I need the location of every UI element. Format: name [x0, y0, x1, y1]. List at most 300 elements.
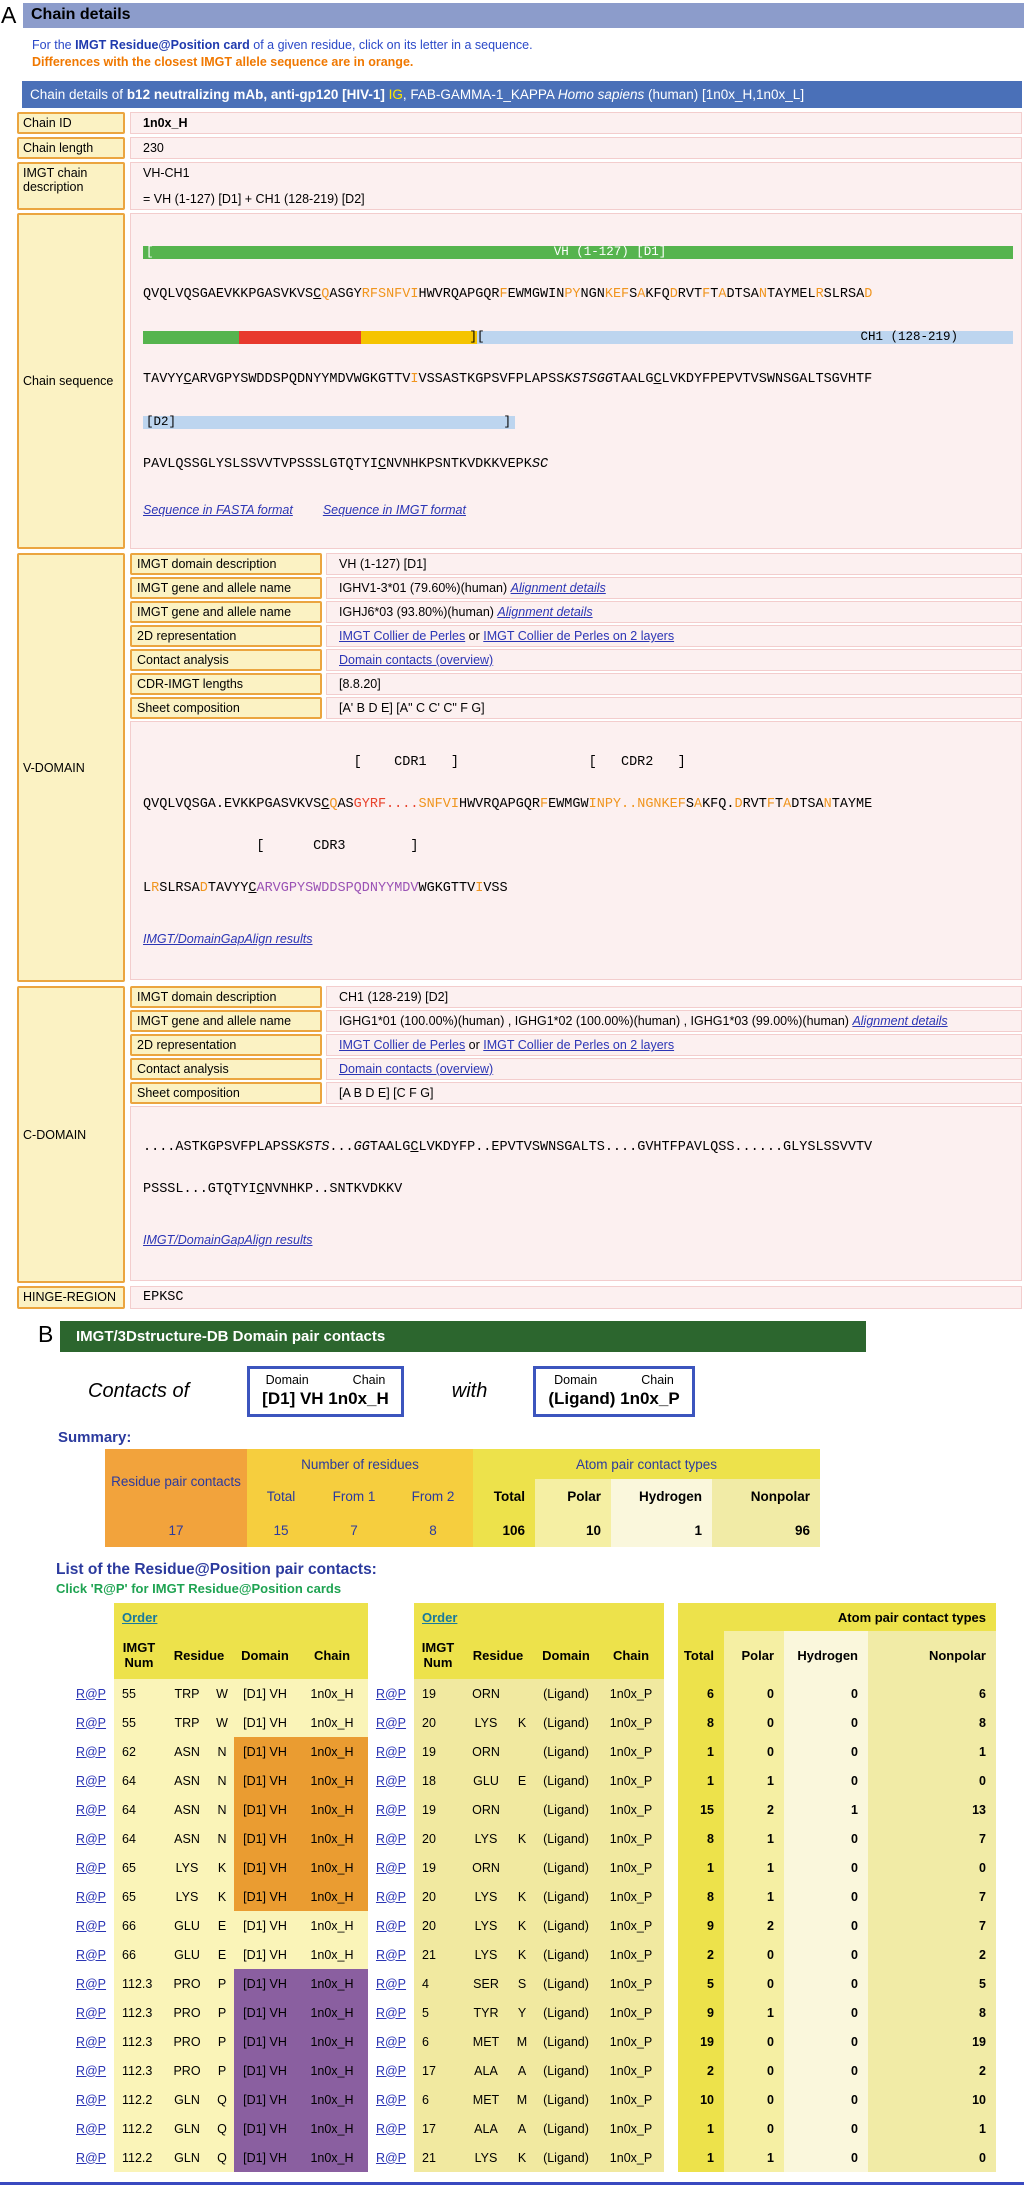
sequence-segment[interactable]: C — [377, 457, 387, 472]
chain-cell: 1n0x_H — [296, 1708, 368, 1737]
d2-bar-label: [D2] — [146, 415, 177, 429]
sequence-segment[interactable]: C — [653, 372, 662, 387]
rap-link[interactable]: R@P — [375, 1773, 407, 1788]
sequence-segment[interactable]: GG — [353, 1140, 370, 1155]
chain-cell-2: 1n0x_P — [598, 1795, 664, 1824]
v-domain-rows — [130, 553, 1022, 719]
sequence-segment[interactable]: GYRF.... — [353, 797, 419, 812]
chain-cell: 1n0x_H — [296, 1911, 368, 1940]
chain-cell-2: 1n0x_P — [598, 2143, 664, 2172]
sequence-segment[interactable]: INPY..NGNKEF — [588, 797, 686, 812]
sequence-segment[interactable]: VSS — [483, 881, 508, 896]
rap-link[interactable]: R@P — [75, 2005, 107, 2020]
c-domain-label: C-DOMAIN — [17, 986, 125, 1283]
summary-residue-pair-header: Residue pair contacts — [105, 1449, 247, 1513]
sequence-segment[interactable]: NVNHKP..SNTKVDKKV — [264, 1182, 403, 1197]
rap-cell — [68, 2085, 114, 2114]
sequence-segment[interactable]: ... — [329, 1140, 354, 1155]
sequence-segment[interactable]: TAYMEL — [766, 287, 816, 302]
rap-cell — [368, 1679, 414, 1708]
sequence-segment[interactable]: C — [248, 881, 257, 896]
v-domain-text: or — [465, 629, 484, 643]
atom-polar-cell: 0 — [724, 1708, 784, 1737]
residue-code-cell: Q — [210, 2085, 234, 2114]
v-domain-link[interactable]: IMGT Collier de Perles — [339, 629, 466, 643]
atom-total-cell: 2 — [678, 2056, 724, 2085]
rap-link[interactable]: R@P — [375, 2005, 407, 2020]
c-domain-link[interactable]: Alignment details — [852, 1014, 948, 1028]
ch1-open-bracket: [ — [477, 330, 485, 344]
residue-code-cell-2 — [510, 1795, 534, 1824]
summary-col-from1: From 1 — [315, 1479, 393, 1513]
rap-cell — [368, 1853, 414, 1882]
sequence-segment[interactable]: ARVGPYSWDDSPQDNYYMDV — [256, 881, 419, 896]
sequence-segment[interactable]: R — [815, 287, 824, 302]
residue-code-cell: N — [210, 1795, 234, 1824]
chain-id-row — [17, 112, 1022, 134]
summary-col-from2: From 2 — [393, 1479, 473, 1513]
sequence-segment[interactable]: EWMGWIN — [507, 287, 565, 302]
sequence-segment[interactable]: F — [499, 287, 508, 302]
rap-link[interactable]: R@P — [375, 1831, 407, 1846]
atom-total-cell: 9 — [678, 1911, 724, 1940]
v-domain-gapalign-link[interactable]: IMGT/DomainGapAlign results — [143, 932, 313, 946]
c-domain-text: [A B D E] [C F G] — [339, 1086, 434, 1100]
sequence-segment[interactable]: KEF — [604, 287, 630, 302]
instructions — [32, 37, 1024, 71]
rap-cell — [368, 1824, 414, 1853]
rap-cell — [68, 1737, 114, 1766]
sequence-segment[interactable]: C — [321, 797, 330, 812]
c-domain-row-label: Sheet composition — [130, 1082, 322, 1104]
residue-cell: ASN — [164, 1824, 210, 1853]
rap-link[interactable]: R@P — [75, 1802, 107, 1817]
sequence-segment[interactable]: R — [151, 881, 160, 896]
sequence-segment[interactable]: VSSASTKGPSVFPLAPSS — [418, 372, 565, 387]
sequence-segment[interactable]: DTSA — [791, 797, 824, 812]
domain1-chain-header: Chain — [352, 1373, 386, 1387]
sequence-segment[interactable]: D — [734, 797, 743, 812]
atom-total-cell: 9 — [678, 1998, 724, 2027]
domain-cell: [D1] VH — [234, 1679, 296, 1708]
v-domain-link[interactable]: Domain contacts (overview) — [339, 653, 494, 667]
rap-link[interactable]: R@P — [75, 1773, 107, 1788]
rap-link[interactable]: R@P — [75, 1686, 107, 1701]
sequence-segment[interactable]: S — [629, 287, 638, 302]
fasta-format-link[interactable]: Sequence in FASTA format — [143, 503, 293, 517]
chain-cell: 1n0x_H — [296, 1824, 368, 1853]
residue-cell: PRO — [164, 1969, 210, 1998]
rap-link[interactable]: R@P — [75, 1860, 107, 1875]
residue-code-cell: W — [210, 1708, 234, 1737]
panel-a-title: Chain details — [23, 3, 1024, 28]
sequence-segment[interactable]: PY — [564, 287, 581, 302]
residue-code-cell: P — [210, 1998, 234, 2027]
residue-code-cell-2: Y — [510, 1998, 534, 2027]
contact-row — [68, 2056, 996, 2085]
sequence-segment[interactable]: HWVRQAPGQR — [418, 287, 500, 302]
c-domain-link[interactable]: Domain contacts (overview) — [339, 1062, 494, 1076]
rap-link[interactable]: R@P — [75, 2121, 107, 2136]
spacer-cell — [664, 1969, 678, 1998]
sequence-segment[interactable]: S — [685, 797, 694, 812]
contact-row — [68, 1708, 996, 1737]
rap-link[interactable]: R@P — [375, 2063, 407, 2078]
residue-cell-2: ORN — [462, 1679, 510, 1708]
imgt-num-cell-2: 20 — [414, 1708, 462, 1737]
panel-a — [0, 3, 1024, 1309]
imgt-num-cell: 64 — [114, 1795, 164, 1824]
imgt-num-cell-2: 6 — [414, 2085, 462, 2114]
rap-link[interactable]: R@P — [75, 1744, 107, 1759]
sequence-segment[interactable]: HWVRQAPGQR — [458, 797, 540, 812]
sequence-segment[interactable]: KFQ. — [702, 797, 735, 812]
v-domain-row-label: IMGT gene and allele name — [130, 577, 322, 599]
chain-sequence-row — [17, 213, 1022, 549]
order-link-left[interactable]: Order — [122, 1609, 158, 1625]
rap-link[interactable]: R@P — [75, 2034, 107, 2049]
v-domain-row-value — [326, 673, 1022, 695]
sequence-segment[interactable]: TAALG — [612, 372, 654, 387]
sequence-segment[interactable]: C — [256, 1182, 265, 1197]
atom-polar-cell: 0 — [724, 2114, 784, 2143]
residue-cell-2: SER — [462, 1969, 510, 1998]
col-header-domain-right: Domain — [534, 1631, 598, 1679]
summary-atom-total-value: 106 — [473, 1513, 535, 1547]
atom-polar-cell: 1 — [724, 1998, 784, 2027]
order-link-right[interactable]: Order — [422, 1609, 458, 1625]
atom-polar-cell: 2 — [724, 1795, 784, 1824]
atom-hydrogen-cell: 0 — [784, 1737, 868, 1766]
rap-cell — [68, 1795, 114, 1824]
spacer-cell — [664, 2085, 678, 2114]
chain-seq-line1[interactable] — [143, 288, 1013, 302]
chain-cell-2: 1n0x_P — [598, 2114, 664, 2143]
vh-bar-label: VH (1-127) [D1] — [553, 245, 667, 259]
sequence-segment[interactable]: NVNHKPSNTKVDKKVEPK — [386, 457, 532, 472]
imgt-num-cell-2: 19 — [414, 1679, 462, 1708]
summary-total-value: 15 — [247, 1513, 315, 1547]
sequence-segment[interactable]: ....ASTKGPSVFPLAPSS — [143, 1140, 297, 1155]
list-title: List of the Residue@Position pair contacts: — [56, 1561, 377, 1578]
rap-cell — [68, 2143, 114, 2172]
sequence-segment[interactable]: AS — [337, 797, 354, 812]
rap-link[interactable]: R@P — [375, 1918, 407, 1933]
sequence-segment[interactable]: D — [199, 881, 208, 896]
residue-cell: GLN — [164, 2114, 210, 2143]
c-domain-gapalign-link[interactable]: IMGT/DomainGapAlign results — [143, 1233, 313, 1247]
atom-polar-cell: 2 — [724, 1911, 784, 1940]
domain2-box — [533, 1366, 694, 1417]
v-domain-seq-line1[interactable] — [143, 798, 1015, 812]
atom-hydrogen-cell: 0 — [784, 1998, 868, 2027]
rap-link[interactable]: R@P — [75, 1889, 107, 1904]
rap-link[interactable]: R@P — [75, 2092, 107, 2107]
chain-cell: 1n0x_H — [296, 1882, 368, 1911]
sequence-segment[interactable]: F — [702, 287, 711, 302]
contact-row — [68, 1679, 996, 1708]
sequence-segment[interactable]: KFQ — [645, 287, 670, 302]
v-domain-text: IGHJ6*03 (93.80%)(human) — [339, 605, 498, 619]
sequence-segment[interactable]: TAVYY — [207, 881, 249, 896]
col-header-residue-right: Residue — [462, 1631, 534, 1679]
sequence-segment[interactable]: L — [143, 881, 152, 896]
chain-cell-2: 1n0x_P — [598, 1853, 664, 1882]
rap-cell — [368, 1940, 414, 1969]
rap-link[interactable]: R@P — [75, 1947, 107, 1962]
residue-cell-2: ALA — [462, 2114, 510, 2143]
imgt-num-cell: 112.3 — [114, 2056, 164, 2085]
domain-cell-2: (Ligand) — [534, 1940, 598, 1969]
sequence-segment[interactable]: QVQLVQSGA.EVKKPGASVKVS — [143, 797, 322, 812]
chain-cell: 1n0x_H — [296, 2027, 368, 2056]
sequence-segment[interactable]: SLRSA — [823, 287, 865, 302]
sequence-segment[interactable]: N — [758, 287, 767, 302]
green-segment — [143, 331, 239, 344]
rap-link[interactable]: R@P — [75, 1715, 107, 1730]
sequence-segment[interactable]: ASGY — [329, 287, 362, 302]
atom-nonpolar-cell: 8 — [868, 1708, 996, 1737]
atom-hydrogen-cell: 0 — [784, 2143, 868, 2172]
atom-nonpolar-cell: 2 — [868, 1940, 996, 1969]
residue-cell-2: LYS — [462, 1708, 510, 1737]
chain-seq-line3[interactable] — [143, 458, 1013, 472]
rap-link[interactable]: R@P — [75, 2150, 107, 2165]
contact-row — [68, 2114, 996, 2143]
atom-total-cell: 1 — [678, 1766, 724, 1795]
rap-link[interactable]: R@P — [375, 2034, 407, 2049]
atom-polar-cell: 0 — [724, 1679, 784, 1708]
sequence-segment[interactable]: RF — [361, 287, 378, 302]
spacer-cell — [664, 2114, 678, 2143]
c-domain-seq-line2[interactable] — [143, 1183, 1015, 1197]
v-domain-text: IGHV1-3*01 (79.60%)(human) — [339, 581, 511, 595]
contact-row — [68, 1882, 996, 1911]
residue-cell-2: GLU — [462, 1766, 510, 1795]
residue-code-cell: Q — [210, 2143, 234, 2172]
c-domain-sequence — [130, 1106, 1022, 1281]
sequence-segment[interactable]: NGN — [580, 287, 605, 302]
sequence-segment[interactable]: A — [637, 287, 646, 302]
domain-cell-2: (Ligand) — [534, 1969, 598, 1998]
v-domain-row-value — [326, 553, 1022, 575]
imgt-num-cell: 112.2 — [114, 2143, 164, 2172]
rap-link[interactable]: R@P — [75, 1918, 107, 1933]
sequence-segment[interactable]: KSTSGG — [564, 372, 613, 387]
residue-cell: ASN — [164, 1737, 210, 1766]
rap-link[interactable]: R@P — [375, 2121, 407, 2136]
sequence-segment[interactable]: WGKGTTV — [418, 881, 476, 896]
residue-code-cell: P — [210, 2027, 234, 2056]
sequence-segment[interactable]: EWMGW — [548, 797, 589, 812]
sequence-segment[interactable]: F — [766, 797, 775, 812]
imgt-num-cell-2: 6 — [414, 2027, 462, 2056]
sequence-segment[interactable]: DTSA — [726, 287, 759, 302]
sequence-segment[interactable]: RVT — [742, 797, 767, 812]
residue-cell-2: ALA — [462, 2056, 510, 2085]
sequence-segment[interactable]: C — [183, 372, 192, 387]
domain-cell: [D1] VH — [234, 1737, 296, 1766]
c-domain-link[interactable]: IMGT Collier de Perles on 2 layers — [483, 1038, 675, 1052]
rap-link[interactable]: R@P — [375, 1802, 407, 1817]
residue-cell: TRP — [164, 1679, 210, 1708]
rap-link[interactable]: R@P — [375, 1715, 407, 1730]
sequence-segment[interactable]: T — [775, 797, 784, 812]
sequence-segment[interactable]: LVKDYFP..EPVTVSWNSGALTS....GVHTFPAVLQSS......GLYSLSSVVTV — [418, 1140, 873, 1155]
sequence-segment[interactable]: D — [864, 287, 873, 302]
contacts-of-line — [88, 1366, 1024, 1417]
sequence-segment[interactable]: A — [783, 797, 792, 812]
rap-link[interactable]: R@P — [375, 1947, 407, 1962]
chain-seq-line2[interactable] — [143, 373, 1013, 387]
sequence-segment[interactable]: I — [475, 881, 484, 896]
sequence-segment[interactable]: C — [313, 287, 322, 302]
sequence-segment[interactable]: TAVYY — [143, 372, 184, 387]
atom-nonpolar-cell: 5 — [868, 1969, 996, 1998]
col-header-chain-left: Chain — [296, 1631, 368, 1679]
atom-hydrogen-cell: 1 — [784, 1795, 868, 1824]
chain-cell-2: 1n0x_P — [598, 1911, 664, 1940]
rap-cell — [68, 1853, 114, 1882]
atom-nonpolar-cell: 0 — [868, 1853, 996, 1882]
residue-cell-2: LYS — [462, 2143, 510, 2172]
list-note: Click 'R@P' for IMGT Residue@Position cards — [56, 1581, 342, 1596]
sequence-segment[interactable]: PSSSL...GTQTYI — [143, 1182, 257, 1197]
imgt-num-cell-2: 21 — [414, 2143, 462, 2172]
residue-code-cell-2: K — [510, 2143, 534, 2172]
sequence-segment[interactable]: I — [410, 372, 419, 387]
domain-cell: [D1] VH — [234, 1911, 296, 1940]
chain-sequence-block — [130, 213, 1022, 549]
ch1-bar-label: CH1 (128-219) — [860, 330, 958, 344]
rap-link[interactable]: R@P — [75, 1831, 107, 1846]
sequence-segment[interactable]: SC — [531, 457, 549, 472]
sequence-segment[interactable]: TAYME — [831, 797, 873, 812]
atom-polar-cell: 1 — [724, 1824, 784, 1853]
chain-cell: 1n0x_H — [296, 2056, 368, 2085]
domain-cell: [D1] VH — [234, 1766, 296, 1795]
sequence-segment[interactable]: A — [718, 287, 727, 302]
summary-atom-hydrogen-value: 1 — [611, 1513, 712, 1547]
summary-atom-col-total: Total — [473, 1479, 535, 1513]
residue-code-cell-2: E — [510, 1766, 534, 1795]
v-domain-seq-line2[interactable] — [143, 882, 1015, 896]
sequence-segment[interactable]: A — [693, 797, 703, 812]
v-domain-link[interactable]: IMGT Collier de Perles on 2 layers — [483, 629, 675, 643]
c-domain-row-label: IMGT gene and allele name — [130, 1010, 322, 1032]
imgt-num-cell-2: 5 — [414, 1998, 462, 2027]
rap-link[interactable]: R@P — [375, 1744, 407, 1759]
domain-cell-2: (Ligand) — [534, 1882, 598, 1911]
residue-code-cell: E — [210, 1940, 234, 1969]
imgt-format-link[interactable]: Sequence in IMGT format — [322, 503, 466, 517]
rap-link[interactable]: R@P — [375, 2092, 407, 2107]
sequence-segment[interactable]: ARVGPYSWDDSPQDNYYMDVWGKGTTV — [191, 372, 411, 387]
sequence-segment[interactable]: TAALG — [369, 1140, 411, 1155]
sequence-segment[interactable]: RVT — [677, 287, 703, 302]
rap-cell — [368, 1795, 414, 1824]
spacer-cell — [664, 1737, 678, 1766]
sequence-segment[interactable]: SNFVI — [377, 287, 419, 302]
rap-link[interactable]: R@P — [75, 2063, 107, 2078]
sequence-segment[interactable]: T — [710, 287, 719, 302]
sequence-segment[interactable]: KSTS — [296, 1140, 330, 1155]
v-domain-detail-row — [130, 673, 1022, 695]
sequence-segment[interactable]: PAVLQSSGLYSLSSVVTVPSSSLGTQTYI — [143, 457, 378, 472]
rap-cell — [68, 1824, 114, 1853]
sequence-segment[interactable]: QVQLVQSGAEVKKPGASVKVS — [143, 287, 314, 302]
residue-code-cell: K — [210, 1882, 234, 1911]
rap-cell — [68, 2114, 114, 2143]
domain-cell: [D1] VH — [234, 1853, 296, 1882]
chain-cell-2: 1n0x_P — [598, 1882, 664, 1911]
spacer-cell — [664, 1911, 678, 1940]
sequence-segment[interactable]: Q — [321, 287, 330, 302]
rap-cell — [368, 2085, 414, 2114]
atom-pair-types-header: Atom pair contact types — [678, 1603, 996, 1631]
rap-link[interactable]: R@P — [375, 1686, 407, 1701]
residue-code-cell: P — [210, 1969, 234, 1998]
contact-row — [68, 1969, 996, 1998]
domain-cell-2: (Ligand) — [534, 2056, 598, 2085]
atom-polar-cell: 0 — [724, 1940, 784, 1969]
atom-total-cell: 8 — [678, 1882, 724, 1911]
sequence-segment[interactable]: SNFVI — [418, 797, 459, 812]
residue-code-cell-2: K — [510, 1708, 534, 1737]
sequence-segment[interactable]: SLRSA — [159, 881, 200, 896]
c-domain-seq-line1[interactable] — [143, 1141, 1015, 1155]
atom-hydrogen-cell: 0 — [784, 1824, 868, 1853]
chain-cell-2: 1n0x_P — [598, 1824, 664, 1853]
chain-cell-2: 1n0x_P — [598, 2085, 664, 2114]
rap-link[interactable]: R@P — [75, 1976, 107, 1991]
spacer-cell — [664, 1853, 678, 1882]
rap-link[interactable]: R@P — [375, 1889, 407, 1904]
v-domain-detail-row — [130, 625, 1022, 647]
v-domain-link[interactable]: Alignment details — [497, 605, 593, 619]
sequence-segment[interactable]: F — [540, 797, 549, 812]
sequence-segment[interactable]: C — [410, 1140, 419, 1155]
atom-nonpolar-cell: 13 — [868, 1795, 996, 1824]
domain-cell: [D1] VH — [234, 1795, 296, 1824]
v-domain-link[interactable]: Alignment details — [510, 581, 606, 595]
sequence-segment[interactable]: N — [823, 797, 832, 812]
sequence-segment[interactable]: LVKDYFPEPVTVSWNSGALTSGVHTF — [661, 372, 873, 387]
chain-cell: 1n0x_H — [296, 1795, 368, 1824]
chain-description-label: IMGT chain description — [17, 162, 125, 210]
rap-link[interactable]: R@P — [375, 1860, 407, 1875]
atom-total-cell: 1 — [678, 2143, 724, 2172]
imgt-num-cell-2: 20 — [414, 1882, 462, 1911]
c-domain-row-value — [326, 986, 1022, 1008]
col-header-polar: Polar — [724, 1631, 784, 1679]
sequence-segment[interactable]: Q — [329, 797, 338, 812]
v-domain-detail-row — [130, 697, 1022, 719]
contact-row — [68, 1795, 996, 1824]
rap-cell — [68, 1998, 114, 2027]
atom-polar-cell: 0 — [724, 1969, 784, 1998]
atom-nonpolar-cell: 2 — [868, 2056, 996, 2085]
c-domain-link[interactable]: IMGT Collier de Perles — [339, 1038, 466, 1052]
rap-link[interactable]: R@P — [375, 1976, 407, 1991]
atom-polar-cell: 1 — [724, 1853, 784, 1882]
rap-cell — [68, 2056, 114, 2085]
residue-code-cell-2: A — [510, 2114, 534, 2143]
sequence-segment[interactable]: D — [669, 287, 678, 302]
rap-link[interactable]: R@P — [375, 2150, 407, 2165]
atom-hydrogen-cell: 0 — [784, 1679, 868, 1708]
note1-post: of a given residue, click on its letter in a sequence. — [249, 38, 533, 52]
